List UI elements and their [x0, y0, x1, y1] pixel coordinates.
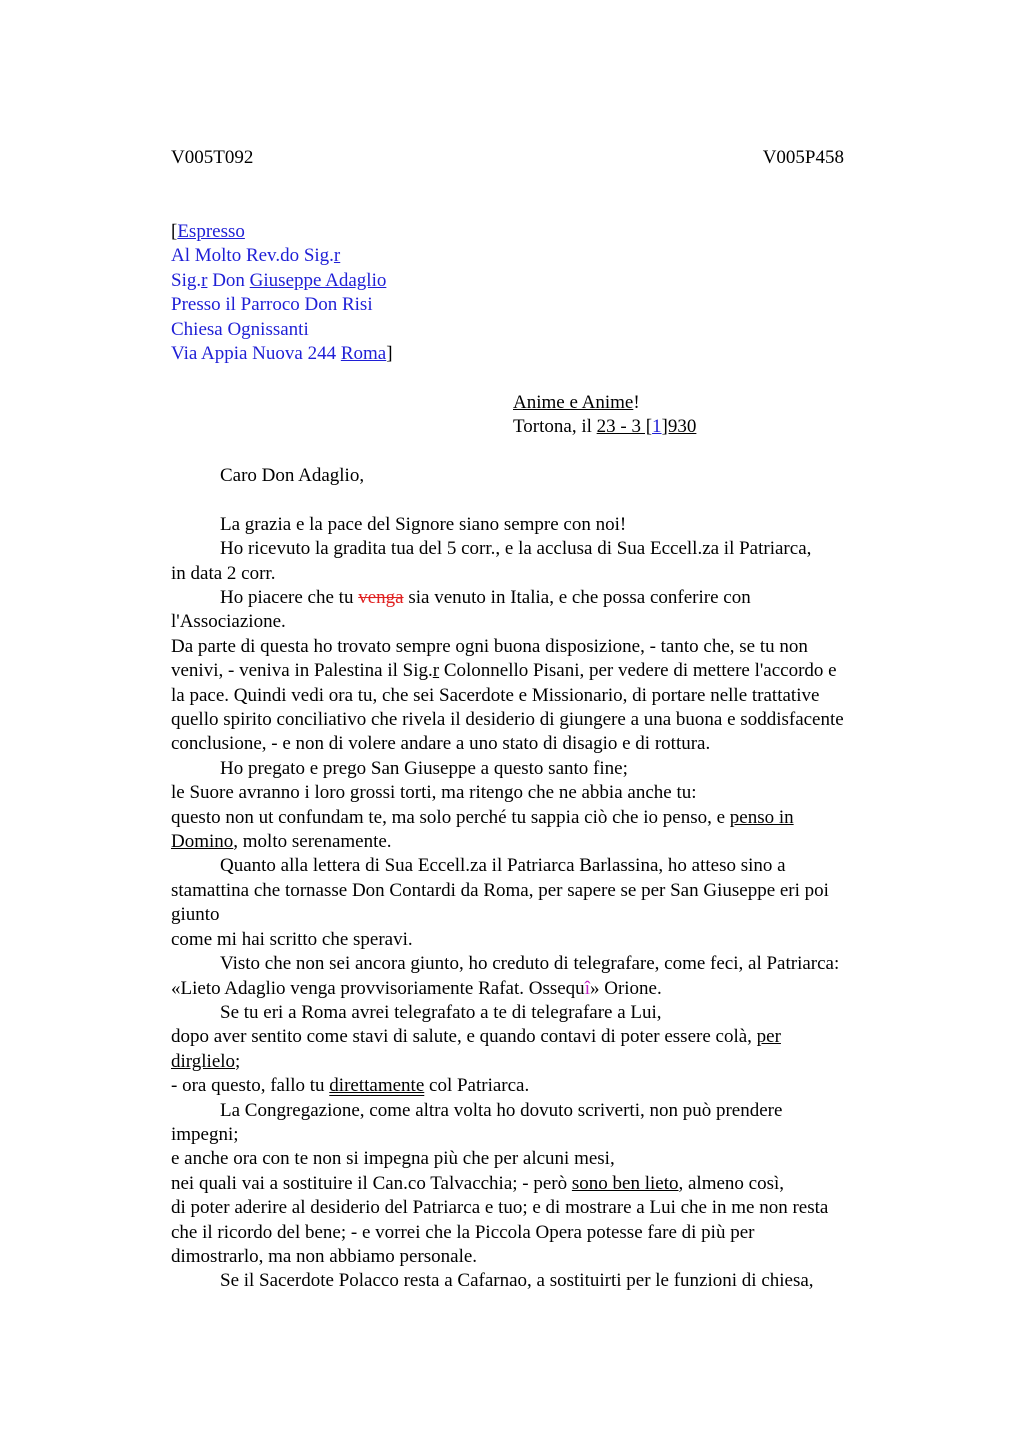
address-line-6: Via Appia Nuova 244 Roma]: [171, 343, 393, 365]
address-line-1: [Espresso: [171, 221, 245, 242]
document-ref-left: V005T092: [171, 147, 254, 168]
paragraph-line: Domino, molto serenamente.: [171, 831, 392, 853]
paragraph-line: giunto: [171, 904, 220, 926]
paragraph-line: La grazia e la pace del Signore siano sempre con noi!: [220, 513, 627, 535]
place-date: Tortona, il 23 - 3 [1]930: [513, 416, 697, 438]
paragraph-line: La Congregazione, come altra volta ho dovuto scriverti, non può prendere: [220, 1099, 783, 1121]
paragraph-line: conclusione, - e non di volere andare a uno stato di disagio e di rottura.: [171, 733, 711, 755]
letter-body: [171, 464, 911, 1294]
paragraph-line: dirglielo;: [171, 1050, 241, 1072]
paragraph-line: Quanto alla lettera di Sua Eccell.za il Patriarca Barlassina, ho atteso sino a: [220, 855, 786, 877]
paragraph-line: nei quali vai a sostituire il Can.co Talvacchia; - però sono ben lieto, almeno così,: [171, 1172, 785, 1194]
paragraph-line: Se tu eri a Roma avrei telegrafato a te di telegrafare a Lui,: [220, 1001, 662, 1023]
paragraph-line: la pace. Quindi vedi ora tu, che sei Sacerdote e Missionario, di portare nelle trattative: [171, 684, 820, 706]
deleted-word: venga: [358, 587, 404, 609]
dateline: [513, 391, 696, 440]
paragraph-line: Ho ricevuto la gradita tua del 5 corr., e la acclusa di Sua Eccell.za il Patriarca,: [220, 538, 812, 560]
paragraph-line: che il ricordo del bene; - e vorrei che la Piccola Opera potesse fare di più per: [171, 1221, 755, 1243]
address-block: [171, 220, 393, 366]
paragraph-line: come mi hai scritto che speravi.: [171, 928, 413, 950]
telegram-line: «Lieto Adaglio venga provvisoriamente Rafat. Ossequî» Orione.: [171, 977, 662, 999]
address-line-5: Chiesa Ognissanti: [171, 318, 309, 340]
document-ref-right: V005P458: [762, 147, 844, 168]
address-espresso: Espresso: [177, 221, 245, 242]
paragraph-line: Se il Sacerdote Polacco resta a Cafarnao, a sostituirti per le funzioni di chiesa,: [220, 1270, 814, 1292]
paragraph-line: impegni;: [171, 1123, 239, 1145]
address-line-3: Sig.r Don Giuseppe Adaglio: [171, 269, 387, 291]
paragraph-line: Visto che non sei ancora giunto, ho creduto di telegrafare, come feci, al Patriarca:: [220, 953, 840, 975]
paragraph-line: e anche ora con te non si impegna più che per alcuni mesi,: [171, 1148, 615, 1170]
paragraph-line: questo non ut confundam te, ma solo perché tu sappia ciò che io penso, e penso in: [171, 806, 794, 828]
paragraph-line: Da parte di questa ho trovato sempre ogni buona disposizione, - tanto che, se tu non: [171, 635, 808, 657]
paragraph-line: le Suore avranno i loro grossi torti, ma ritengo che ne abbia anche tu:: [171, 782, 697, 804]
paragraph-line: l'Associazione.: [171, 611, 286, 633]
blank-line: [171, 488, 911, 512]
paragraph-line: in data 2 corr.: [171, 562, 276, 584]
paragraph-line: Ho pregato e prego San Giuseppe a questo santo fine;: [220, 757, 628, 779]
address-line-4: Presso il Parroco Don Risi: [171, 294, 373, 316]
paragraph-line: di poter aderire al desiderio del Patriarca e tuo; e di mostrare a Lui che in me non resta: [171, 1197, 829, 1219]
salutation: Caro Don Adaglio,: [220, 465, 365, 486]
address-line-2: Al Molto Rev.do Sig.r: [171, 245, 341, 267]
recipient-name: Giuseppe Adaglio: [249, 269, 387, 291]
paragraph-line: - ora questo, fallo tu direttamente col Patriarca.: [171, 1075, 530, 1097]
paragraph-line: Ho piacere che tu venga sia venuto in Italia, e che possa conferire con: [220, 587, 751, 609]
paragraph-line: stamattina che tornasse Don Contardi da Roma, per sapere se per San Giuseppe eri poi: [171, 879, 829, 901]
motto: Anime e Anime!: [513, 392, 640, 413]
paragraph-line: quello spirito conciliativo che rivela il desiderio di giungere a una buona e soddisfacente: [171, 709, 844, 731]
paragraph-line: dopo aver sentito come stavi di salute, e quando contavi di poter essere colà, per: [171, 1026, 781, 1048]
paragraph-line: venivi, - veniva in Palestina il Sig.r Colonnello Pisani, per vedere di mettere l'accordo e: [171, 660, 837, 682]
paragraph-line: dimostrarlo, ma non abbiamo personale.: [171, 1245, 478, 1267]
